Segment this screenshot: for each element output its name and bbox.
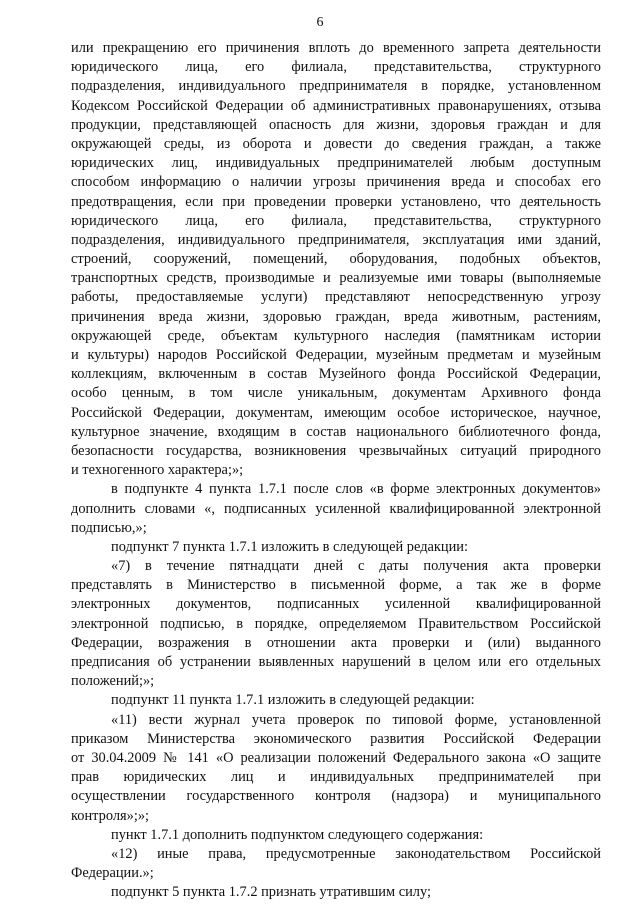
text-line: юридического лица, его филиала, представительства, структурного [71,59,601,76]
text-line: юридического лица, его филиала, представительства, структурного [71,212,601,229]
text-line: продукции, представляющей опасность для жизни, здоровья граждан и для [71,116,601,133]
text-line: особо ценным, в том числе уникальным, документам Архивного фонда [71,385,601,402]
text-line: окружающей среды, из оборота и довести до сведения граждан, а также [71,135,601,152]
text-line: в подпункте 4 пункта 1.7.1 после слов «в форме электронных документов» [111,481,601,498]
text-line: предотвращения, если при проведении проверки установлено, что деятельность [71,193,601,210]
text-line: «7) в течение пятнадцати дней с даты получения акта проверки [111,558,601,575]
text-line: контроля»;»; [71,807,150,824]
text-line: подпункт 7 пункта 1.7.1 изложить в следующей редакции: [111,538,468,555]
text-line: пункт 1.7.1 дополнить подпунктом следующего содержания: [111,826,484,843]
page-number: 6 [316,15,324,30]
text-line: предписания об устранении выявленных нарушений в целом или его отдельных [71,654,601,670]
text-line: подпункт 5 пункта 1.7.2 признать утратившим силу; [111,884,431,901]
text-line: «12) иные права, предусмотренные законодательством Российской [111,845,601,862]
text-line: окружающей среде, объектам культурного наследия (памятникам истории [71,327,601,344]
text-line: дополнить словами «, подписанных усиленной квалифицированной электронной [71,500,601,517]
text-line: причинения вреда жизни, здоровью граждан, вреда животным, растениям, [71,308,601,325]
document-body [71,39,601,902]
text-line: транспортных средств, производимые и реализуемые ими товары (выполняемые [71,270,601,287]
text-line: осуществлении государственного контроля (надзора) и муниципального [71,788,601,805]
text-line: и техногенного характера;»; [71,462,244,479]
text-line: подпункт 11 пункта 1.7.1 изложить в следующей редакции: [111,692,475,709]
text-line: юридических лиц, индивидуальных предпринимателей любым доступным [71,155,601,172]
text-line: Российской Федерации, документам, имеющим особое историческое, научное, [71,404,601,421]
text-line: «11) вести журнал учета проверок по типовой форме, установленной [111,711,601,728]
text-line: электронных документов, подписанных усиленной квалифицированной [71,596,601,613]
text-line: Федерации, возражения в отношении акта проверки и (или) выданного [71,634,601,651]
text-line: Кодексом Российской Федерации об административных правонарушениях, отзыва [71,97,601,114]
text-line: способом информацию о наличии угрозы причинения вреда и способах его [71,174,601,191]
text-line: представлять в Министерство в письменной форме, а так же в форме [71,577,601,594]
text-line: и культуры) народов Российской Федерации, музейным предметам и музейным [71,347,601,363]
text-line: или прекращению его причинения вплоть до временного запрета деятельности [71,40,601,56]
text-line: от 30.04.2009 № 141 «О реализации положений Федерального закона «О защите [71,749,601,766]
text-line: подразделения, индивидуального предпринимателя в порядке, установленном [71,78,601,95]
text-line: подписью,»; [71,519,147,536]
text-line: Федерации.»; [71,865,154,882]
text-line: безопасности государства, возникновения чрезвычайных ситуаций природного [71,442,601,459]
text-line: подразделения, индивидуального предпринимателя, эксплуатация ими зданий, [71,231,601,248]
text-line: электронной подписью, в порядке, определяемом Правительством Российской [71,615,601,632]
text-line: положений;»; [71,673,155,690]
text-line: культурное значение, входящим в состав национального библиотечного фонда, [71,423,601,440]
text-line: работы, предоставляемые услуги) представляют непосредственную угрозу [71,289,601,306]
text-line: приказом Министерства экономического развития Российской Федерации [71,730,601,747]
text-line: строений, сооружений, помещений, оборудования, подобных объектов, [71,251,601,268]
text-line: прав юридических лиц и индивидуальных предпринимателей при [71,769,601,786]
text-line: коллекциям, включенным в состав Музейного фонда Российской Федерации, [71,366,601,383]
